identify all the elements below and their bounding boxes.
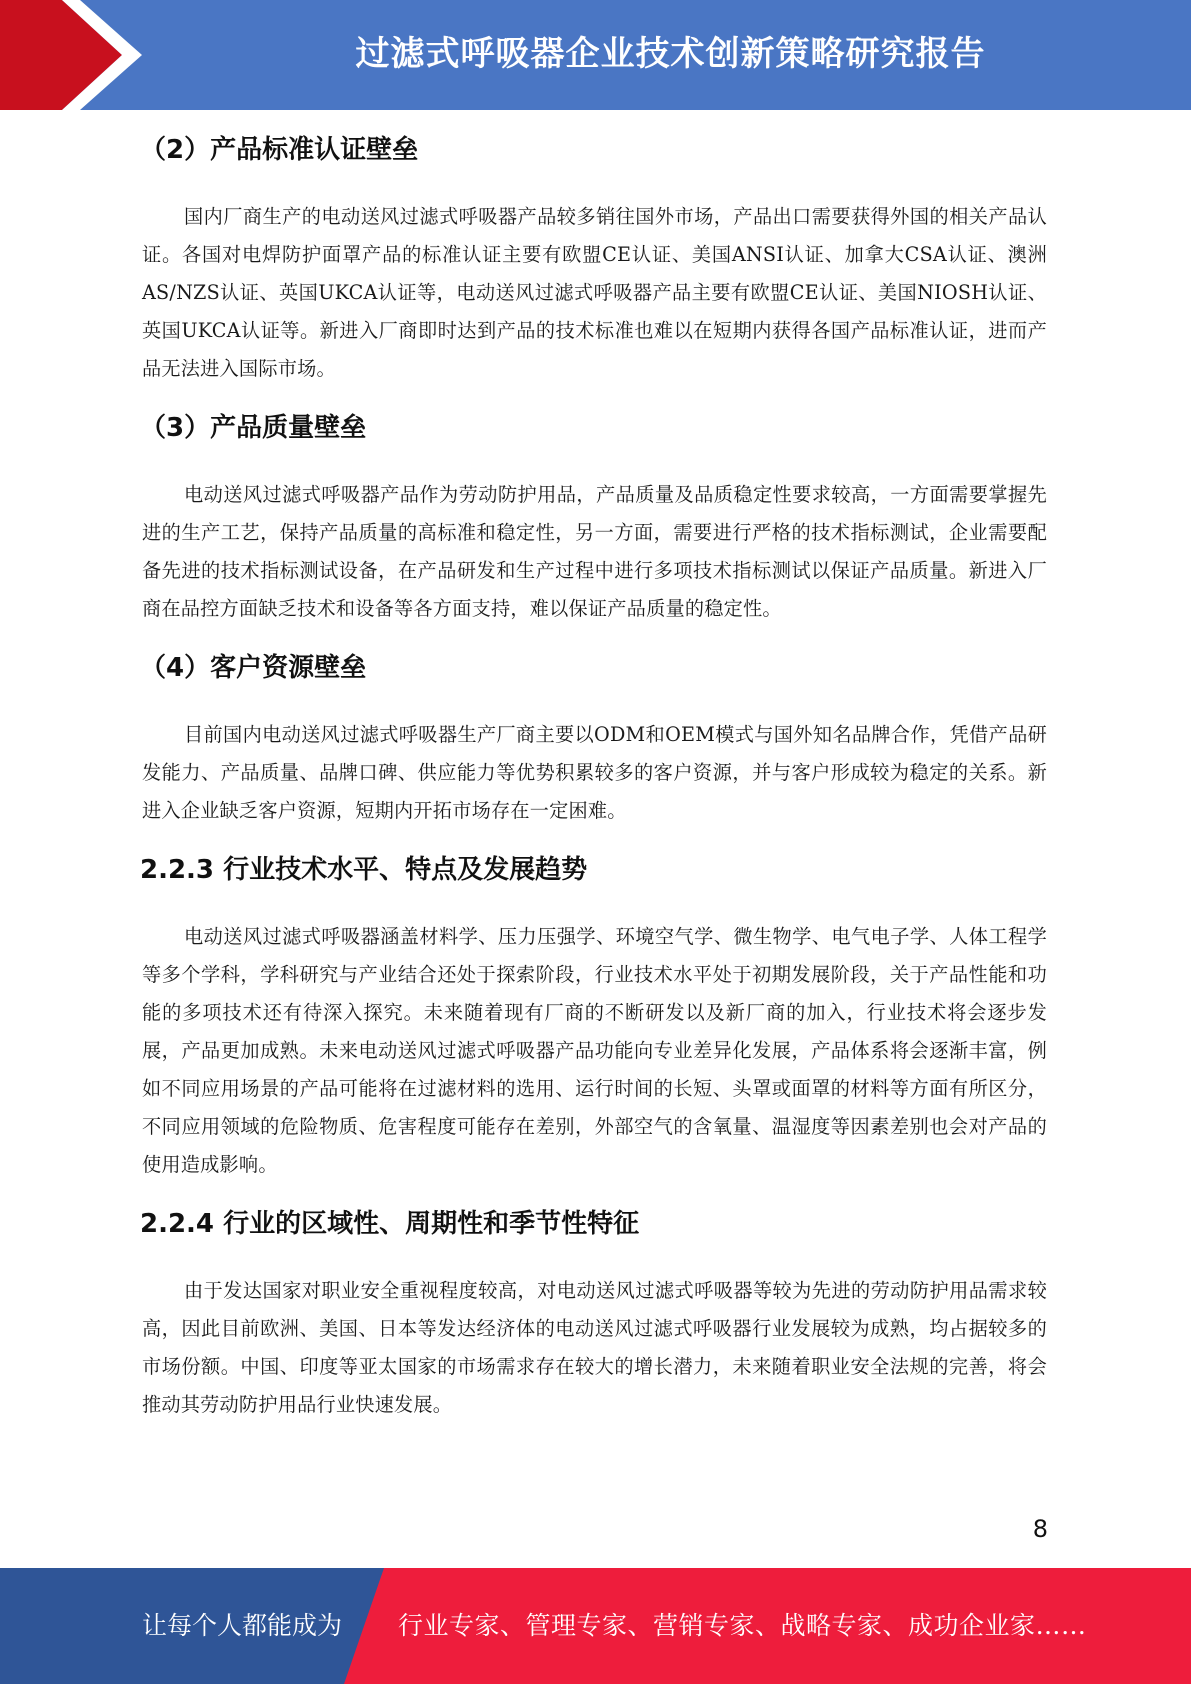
- report-title: 过滤式呼吸器企业技术创新策略研究报告: [355, 34, 986, 74]
- section-heading-cert-barrier: （2）产品标准认证壁垒: [140, 135, 419, 165]
- paragraph-regional-features: 由于发达国家对职业安全重视程度较高，对电动送风过滤式呼吸器等较为先进的劳动防护用品需求较高，因此目前欧洲、美国、日本等发达经济体的电动送风过滤式呼吸器行业发展较为成熟，均占据较多的市场份额。中国、印度等亚太国家的市场需求存在较大的增长潜力，未来随着职业安全法规的完善，将会推动其劳动防护用品行业快速发展。: [142, 1279, 1047, 1416]
- paragraph-cert-barrier: 国内厂商生产的电动送风过滤式呼吸器产品较多销往国外市场，产品出口需要获得外国的相关产品认证。各国对电焊防护面罩产品的标准认证主要有欧盟CE认证、美国ANSI认证、加拿大CSA认证、澳洲AS/NZS认证、英国UKCA认证等，电动送风过滤式呼吸器产品主要有欧盟CE认证、美国NIOSH认证、英国UKCA认证等。新进入厂商即时达到产品的技术标准也难以在短期内获得各国产品标准认证，进而产品无法进入国际市场。: [142, 205, 1047, 380]
- section-heading-tech-level: 2.2.3 行业技术水平、特点及发展趋势: [140, 855, 588, 885]
- section-heading-regional-features: 2.2.4 行业的区域性、周期性和季节性特征: [140, 1209, 640, 1239]
- paragraph-quality-barrier: 电动送风过滤式呼吸器产品作为劳动防护用品，产品质量及品质稳定性要求较高，一方面需要掌握先进的生产工艺，保持产品质量的高标准和稳定性，另一方面，需要进行严格的技术指标测试，企业需要配备先进的技术指标测试设备，在产品研发和生产过程中进行多项技术指标测试以保证产品质量。新进入厂商在品控方面缺乏技术和设备等各方面支持，难以保证产品质量的稳定性。: [142, 483, 1047, 620]
- page-footer: [0, 1568, 1191, 1684]
- header-chevron-decoration: [0, 0, 160, 110]
- section-heading-quality-barrier: （3）产品质量壁垒: [140, 413, 367, 443]
- paragraph-customer-barrier: 目前国内电动送风过滤式呼吸器生产厂商主要以ODM和OEM模式与国外知名品牌合作，凭借产品研发能力、产品质量、品牌口碑、供应能力等优势积累较多的客户资源，并与客户形成较为稳定的关系。新进入企业缺乏客户资源，短期内开拓市场存在一定困难。: [142, 723, 1047, 822]
- footer-slogan-right: 行业专家、管理专家、营销专家、战略专家、成功企业家……: [398, 1611, 1087, 1640]
- page-header: [0, 0, 1191, 110]
- page-number: 8: [1032, 1515, 1048, 1543]
- document-body: [142, 124, 1047, 1438]
- paragraph-tech-level: 电动送风过滤式呼吸器涵盖材料学、压力压强学、环境空气学、微生物学、电气电子学、人体工程学等多个学科，学科研究与产业结合还处于探索阶段，行业技术水平处于初期发展阶段，关于产品性能和功能的多项技术还有待深入探究。未来随着现有厂商的不断研发以及新厂商的加入，行业技术将会逐步发展，产品更加成熟。未来电动送风过滤式呼吸器产品功能向专业差异化发展，产品体系将会逐渐丰富，例如不同应用场景的产品可能将在过滤材料的选用、运行时间的长短、头罩或面罩的材料等方面有所区分，不同应用领域的危险物质、危害程度可能存在差别，外部空气的含氧量、温湿度等因素差别也会对产品的使用造成影响。: [142, 925, 1047, 1176]
- footer-slogan-left: 让每个人都能成为: [142, 1611, 343, 1640]
- section-heading-customer-barrier: （4）客户资源壁垒: [140, 653, 367, 683]
